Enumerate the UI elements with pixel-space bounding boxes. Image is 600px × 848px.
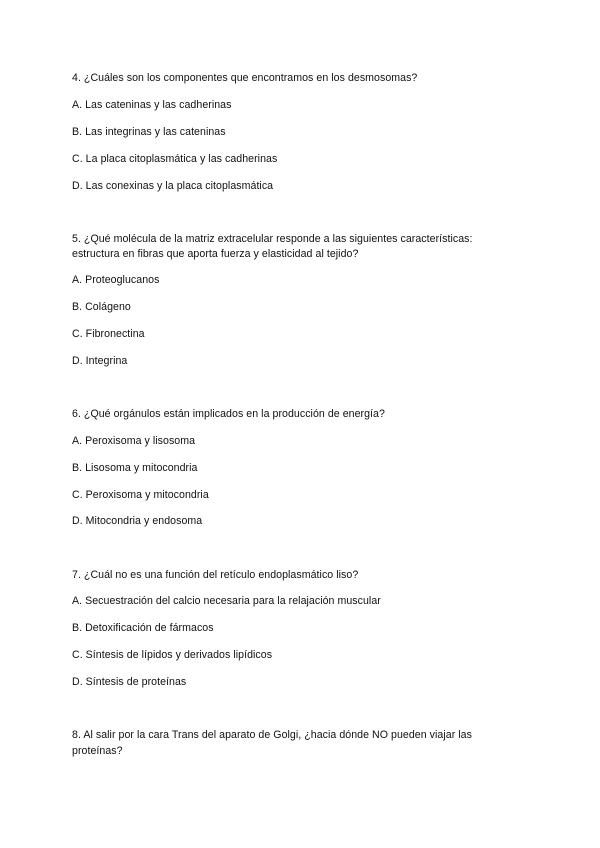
question-4-option-d: D. Las conexinas y la placa citoplasmática (72, 180, 274, 192)
question-6-option-a: A. Peroxisoma y lisosoma (72, 435, 196, 447)
question-7-option-a: A. Secuestración del calcio necesaria para la relajación muscular (72, 595, 381, 607)
question-4-option-a: A. Las cateninas y las cadherinas (72, 99, 232, 111)
question-6-prompt: 6. ¿Qué orgánulos están implicados en la producción de energía? (72, 408, 385, 420)
question-4-prompt: 4. ¿Cuáles son los componentes que encontramos en los desmosomas? (72, 72, 418, 84)
question-7-option-c: C. Síntesis de lípidos y derivados lipídicos (72, 649, 273, 661)
question-7-prompt: 7. ¿Cuál no es una función del retículo endoplasmático liso? (72, 569, 359, 581)
question-7-option-b: B. Detoxificación de fármacos (72, 622, 214, 634)
question-5-option-a: A. Proteoglucanos (72, 274, 160, 286)
question-7-option-d: D. Síntesis de proteínas (72, 676, 187, 688)
question-5-option-b: B. Colágeno (72, 301, 131, 313)
question-8-prompt-line-1: 8. Al salir por la cara Trans del aparato de Golgi, ¿hacia dónde NO pueden viajar las (72, 729, 472, 741)
question-6-option-c: C. Peroxisoma y mitocondria (72, 489, 209, 501)
question-6-option-b: B. Lisosoma y mitocondria (72, 462, 198, 474)
question-4-option-b: B. Las integrinas y las cateninas (72, 126, 226, 138)
question-5-prompt-line-2: estructura en fibras que aporta fuerza y elasticidad al tejido? (72, 248, 359, 260)
question-6-option-d: D. Mitocondria y endosoma (72, 515, 203, 527)
question-5-prompt-line-1: 5. ¿Qué molécula de la matriz extracelular responde a las siguientes características: (72, 233, 473, 245)
question-8-prompt-line-2: proteínas? (72, 745, 123, 757)
question-4-option-c: C. La placa citoplasmática y las cadherinas (72, 153, 278, 165)
question-5-option-d: D. Integrina (72, 355, 128, 367)
question-5-option-c: C. Fibronectina (72, 328, 145, 340)
